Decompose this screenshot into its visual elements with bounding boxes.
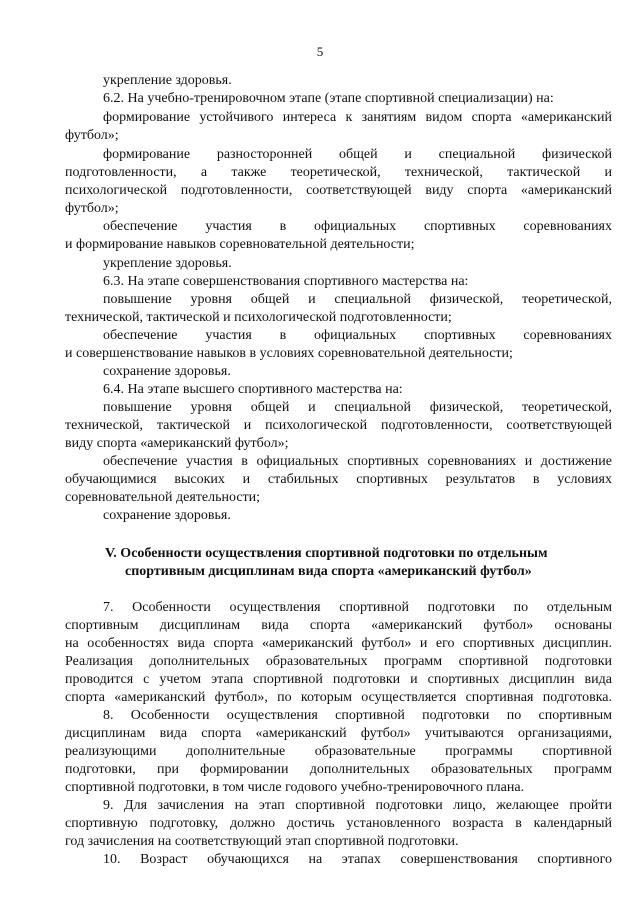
text-line: спортивным дисциплинам вида спорта «американский футбол» основаны (65, 618, 612, 633)
text-line: укрепление здоровья. (103, 73, 232, 88)
text-line: психологической подготовленности, соответствующей виду спорта «американский (65, 183, 612, 198)
text-line: 6.4. На этапе высшего спортивного мастерства на: (103, 382, 403, 397)
text-line: подготовки, при формировании дополнительных образовательных программ (65, 762, 612, 777)
text-line: реализующими дополнительные образовательные программы спортивной (65, 744, 612, 759)
text-line: на особенностях вида спорта «американский футбол» и его спортивных дисциплин. (65, 636, 612, 651)
text-line: спортивную подготовку, должно достичь установленного возраста в календарный (65, 816, 612, 831)
text-line: повышение уровня общей и специальной физической, теоретической, (103, 292, 612, 307)
text-line: 10. Возраст обучающихся на этапах совершенствования спортивного (103, 852, 612, 867)
text-line: технической, тактической и психологической подготовленности; (65, 310, 452, 325)
text-line: 9. Для зачисления на этап спортивной подготовки лицо, желающее пройти (103, 798, 612, 813)
text-line: обучающимися высоких и стабильных спортивных результатов в условиях (65, 472, 612, 487)
text-line: подготовленности, а также теоретической, технической, тактической и (65, 165, 612, 180)
text-line: 6.2. На учебно-тренировочном этапе (этапе спортивной специализации) на: (103, 91, 554, 106)
text-line: соревновательной деятельности; (65, 490, 261, 505)
text-line: 7. Особенности осуществления спортивной подготовки по отдельным (103, 600, 612, 615)
text-line: футбол»; (65, 201, 119, 216)
text-line: и совершенствование навыков в условиях соревновательной деятельности; (65, 346, 513, 361)
text-line: сохранение здоровья. (103, 508, 231, 523)
text-line: формирование устойчивого интереса к занятиям видом спорта «американский (103, 110, 612, 125)
text-line: укрепление здоровья. (103, 256, 232, 271)
text-line: и формирование навыков соревновательной деятельности; (65, 237, 415, 252)
section-heading: спортивным дисциплинам вида спорта «американский футбол» (125, 564, 532, 579)
text-line: 8. Особенности осуществления спортивной подготовки по спортивным (103, 708, 612, 723)
text-line: спорта «американский футбол», по которым осуществляется спортивная подготовка. (65, 690, 612, 705)
text-line: технической, тактической и психологической подготовленности, соответствующей (65, 418, 612, 433)
text-line: сохранение здоровья. (103, 364, 231, 379)
text-line: обеспечение участия в официальных спортивных соревнованиях и достижение (103, 454, 612, 469)
text-line: Реализация дополнительных образовательных программ спортивной подготовки (65, 654, 612, 669)
text-line: обеспечение участия в официальных спортивных соревнованиях (103, 219, 612, 234)
text-line: обеспечение участия в официальных спортивных соревнованиях (103, 328, 612, 343)
text-line: повышение уровня общей и специальной физической, теоретической, (103, 400, 612, 415)
page-number: 5 (316, 44, 324, 59)
text-line: дисциплинам вида спорта «американский футбол» учитываются организациями, (65, 726, 612, 741)
text-line: спортивной подготовки, в том числе годового учебно-тренировочного плана. (65, 780, 525, 795)
text-line: футбол»; (65, 128, 119, 143)
text-line: проводится с учетом этапа спортивной подготовки и спортивных дисциплин вида (65, 672, 612, 687)
text-line: год зачисления на соответствующий этап спортивной подготовки. (65, 834, 459, 849)
text-line: 6.3. На этапе совершенствования спортивного мастерства на: (103, 274, 469, 289)
section-heading: V. Особенности осуществления спортивной подготовки по отдельным (105, 546, 548, 561)
text-line: виду спорта «американский футбол»; (65, 436, 289, 451)
text-line: формирование разносторонней общей и специальной физической (103, 147, 612, 162)
